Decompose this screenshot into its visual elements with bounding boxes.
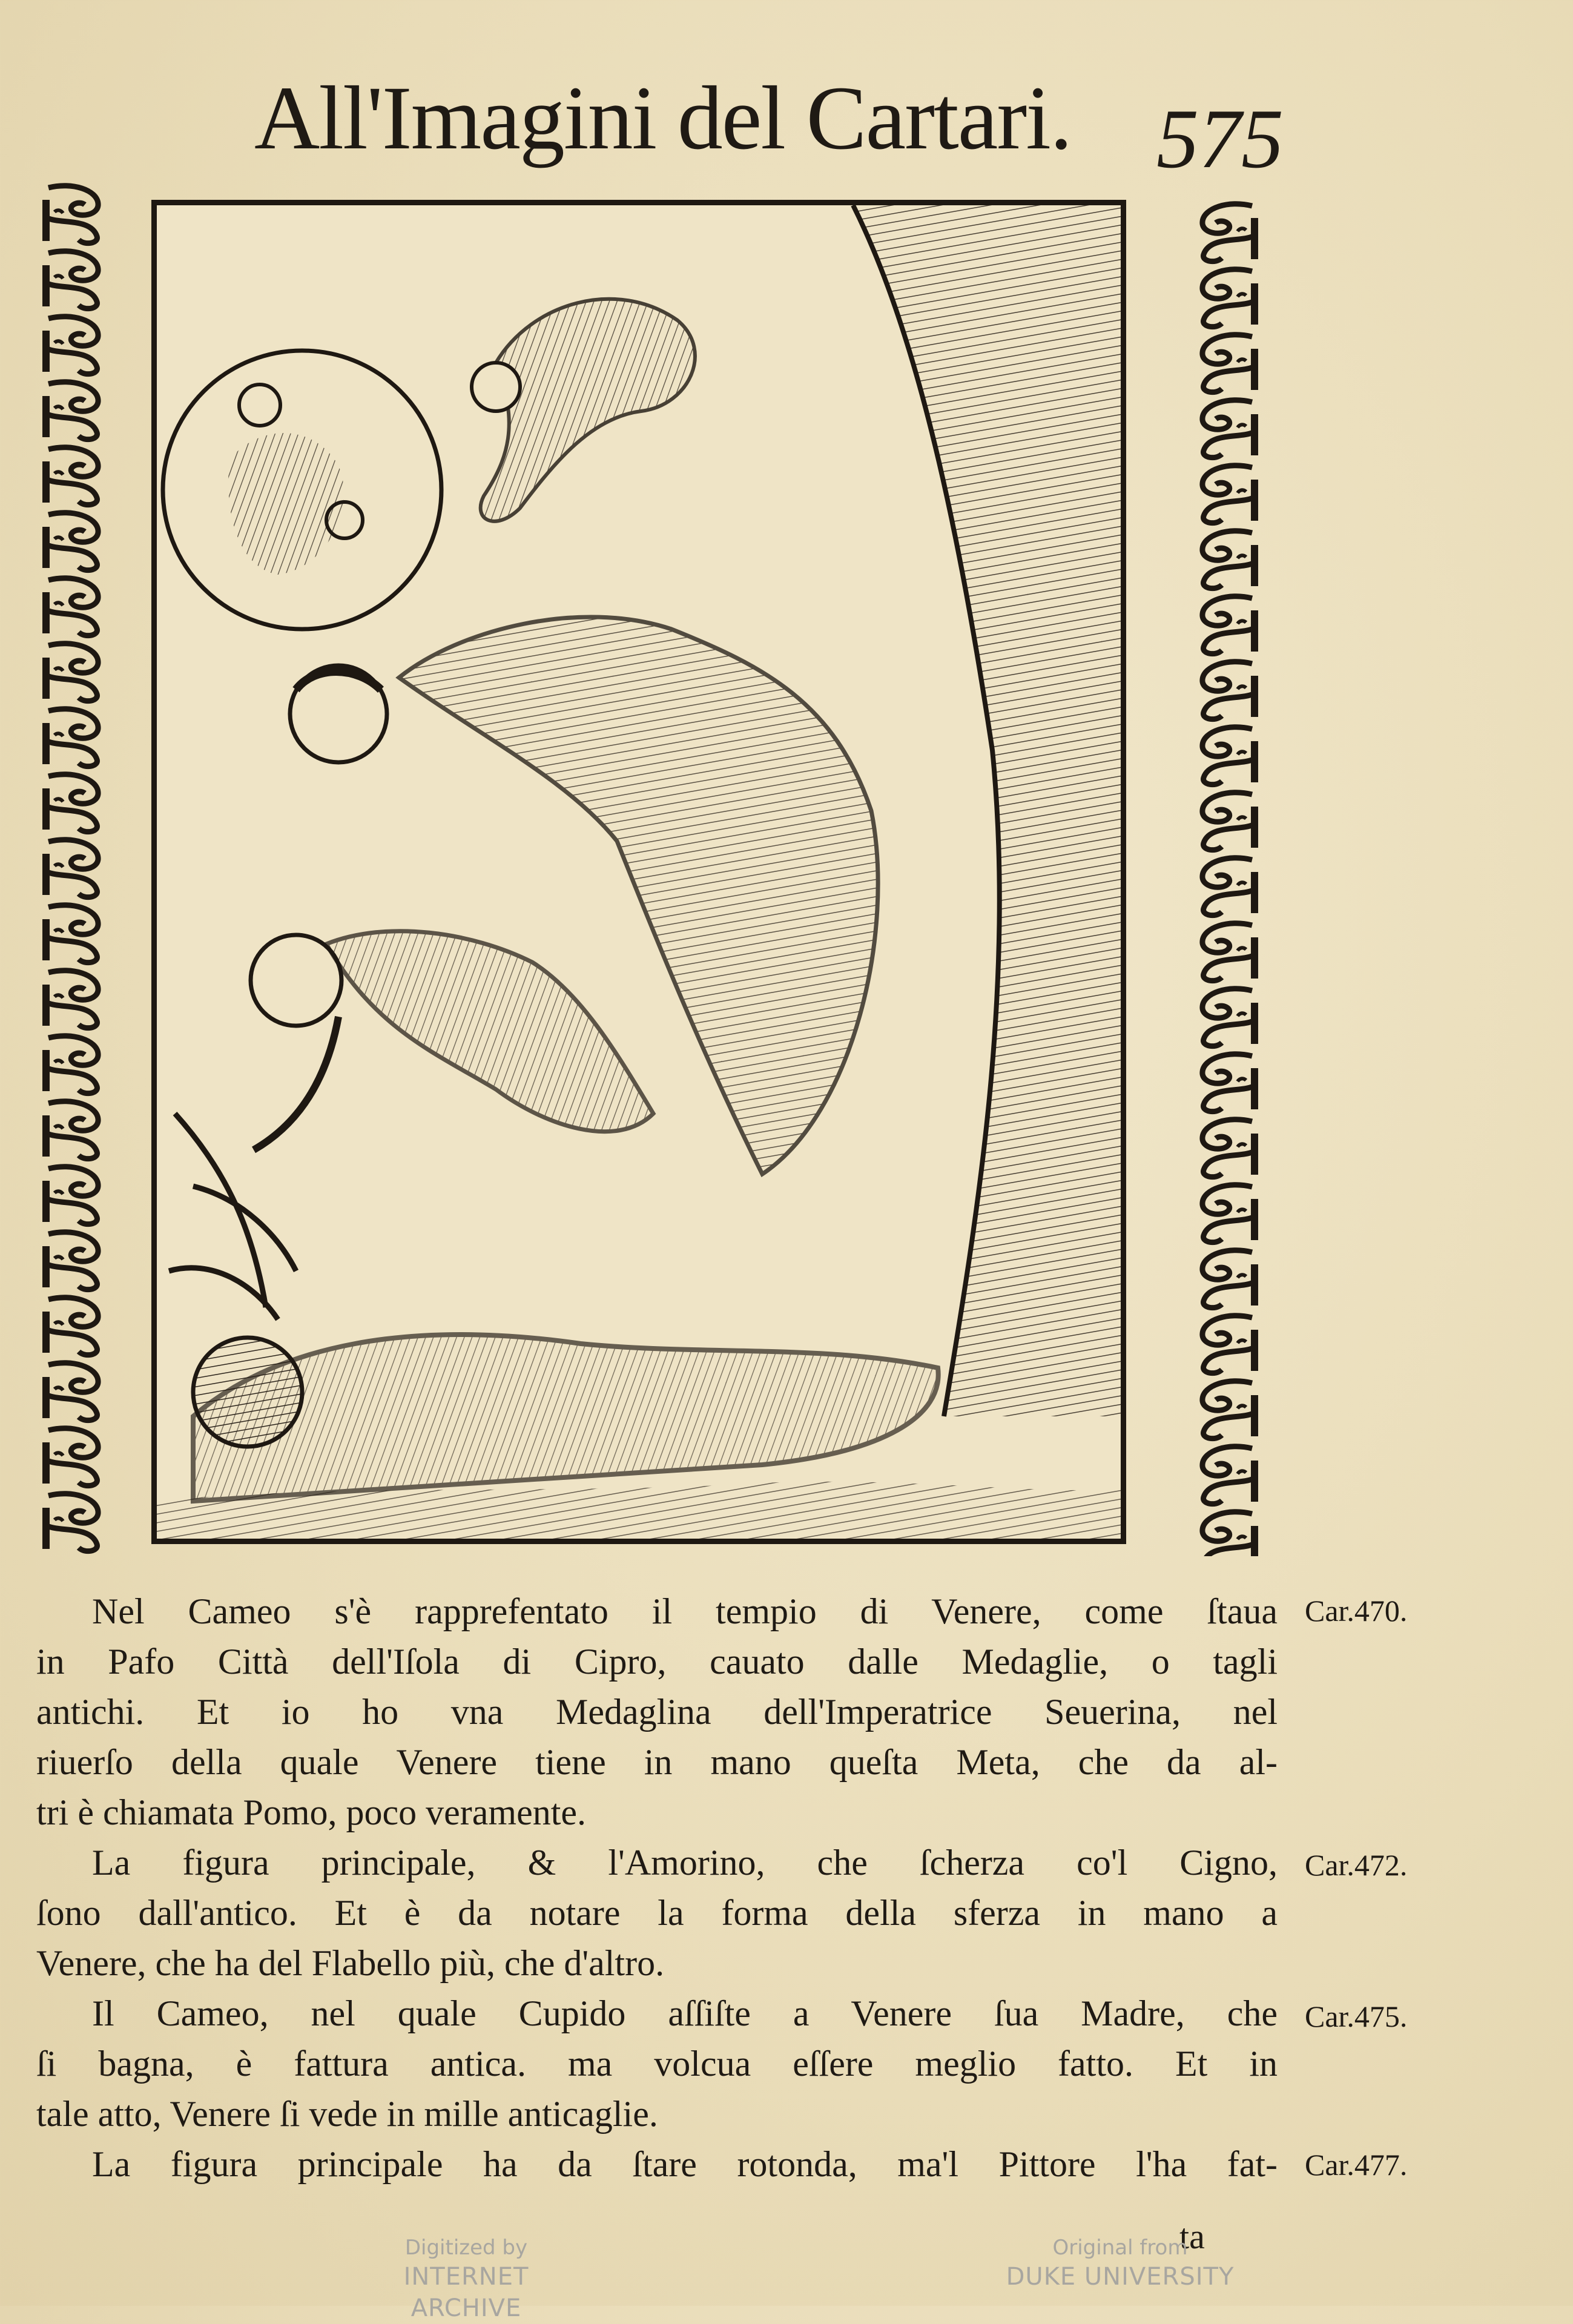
- ornament-border-icon: [1192, 200, 1264, 1556]
- credit-label: Original from: [1052, 2236, 1188, 2260]
- credit-source: DUKE UNIVERSITY: [1006, 2263, 1235, 2291]
- text-line: Il Cameo, nel quale Cupido aſſiſte a Venere ſua Madre, che: [92, 1993, 1278, 2033]
- text-line: riuerſo della quale Venere tiene in mano queſta Meta, che da al-: [36, 1742, 1278, 1782]
- woodcut-illustration: [151, 200, 1126, 1544]
- margin-note: Car.475.: [1305, 1999, 1408, 2033]
- running-title: All'Imagini del Cartari.: [254, 68, 1072, 168]
- text-line: Nel Cameo s'è rapprefentato il tempio di Venere, come ſtaua: [92, 1591, 1278, 1631]
- text-line: Venere, che ha del Flabello più, che d'altro.: [36, 1943, 665, 1983]
- text-line: tri è chiamata Pomo, poco veramente.: [36, 1792, 586, 1832]
- credit-source: INTERNET ARCHIVE: [403, 2263, 529, 2322]
- left-ornament-border: [36, 182, 109, 1556]
- text-line: La figura principale ha da ſtare rotonda, ma'l Pittore l'ha fat-: [92, 2144, 1278, 2184]
- text-line: La figura principale, & l'Amorino, che ſcherza co'l Cigno,: [92, 1843, 1278, 1883]
- text-line: ſi bagna, è fattura antica. ma volcua eſſere meglio fatto. Et in: [36, 2044, 1278, 2084]
- right-ornament-border: [1192, 200, 1264, 1556]
- original-from-credit: [993, 2234, 1247, 2293]
- credit-label: Digitized by: [404, 2236, 528, 2260]
- text-line: ſono dall'antico. Et è da notare la forma della sferza in mano a: [36, 1893, 1278, 1933]
- text-line: tale atto, Venere ſi vede in mille anticaglie.: [36, 2094, 658, 2134]
- page-number: 575: [1156, 92, 1284, 186]
- body-text: [36, 1586, 1278, 2190]
- digitized-by-credit: [351, 2234, 581, 2324]
- margin-note: Car.470.: [1305, 1594, 1408, 1628]
- margin-note: Car.472.: [1305, 1848, 1408, 1882]
- text-line: antichi. Et io ho vna Medaglina dell'Imperatrice Seuerina, nel: [36, 1692, 1278, 1732]
- catchword: ta: [1179, 2217, 1205, 2256]
- margin-note: Car.477.: [1305, 2148, 1408, 2182]
- woodcut-scene-icon: [157, 205, 1121, 1539]
- text-line: in Pafo Città dell'Iſola di Cipro, cauato dalle Medaglie, o tagli: [36, 1642, 1278, 1682]
- ornament-border-icon: [36, 182, 109, 1556]
